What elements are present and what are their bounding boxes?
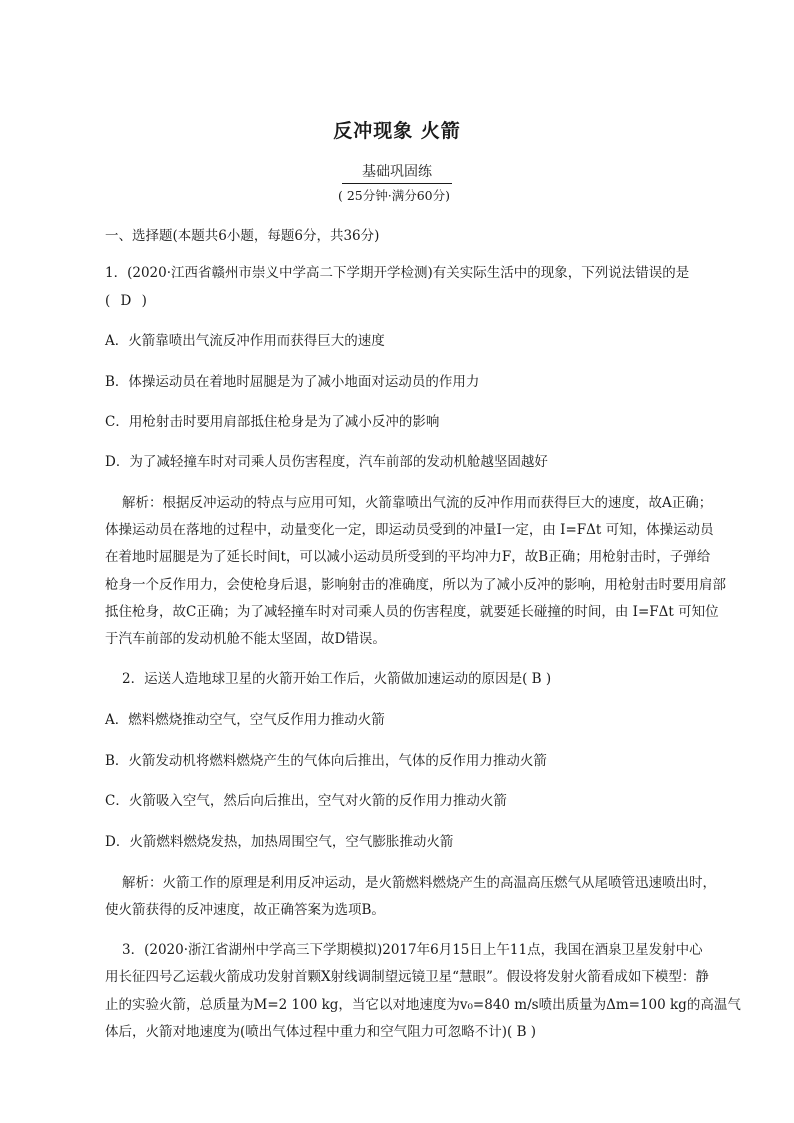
q1-option-a: A．火箭靠喷出气流反冲作用而获得巨大的速度 [105, 333, 385, 349]
q2-option-c: C．火箭吸入空气，然后向后推出，空气对火箭的反作用力推动火箭 [105, 793, 507, 809]
q3-stem-line4: 体后，火箭对地速度为(喷出气体过程中重力和空气阻力可忽略不计)( B ) [105, 1024, 537, 1040]
q2-stem: 2．运送人造地球卫星的火箭开始工作后，火箭做加速运动的原因是( B ) [122, 671, 552, 687]
q1-analysis-line5: 抵住枪身，故C正确；为了减轻撞车时对司乘人员的伤害程度，就要延长碰撞的时间，由 I=FΔt 可知位 [105, 604, 719, 620]
q1-analysis-line4: 枪身一个反作用力，会使枪身后退，影响射击的准确度，所以为了减小反冲的影响，用枪射击时要用肩部 [105, 577, 726, 593]
q2-option-a: A．燃料燃烧推动空气，空气反作用力推动火箭 [105, 712, 385, 728]
q3-stem-line2: 用长征四号乙运载火箭成功发射首颗X射线调制望远镜卫星“慧眼”。假设将发射火箭看成如下模型：静 [105, 969, 709, 985]
q1-option-b: B．体操运动员在着地时屈腿是为了减小地面对运动员的作用力 [105, 374, 480, 390]
q1-option-d: D．为了减轻撞车时对司乘人员伤害程度，汽车前部的发动机舱越坚固越好 [105, 454, 548, 470]
q1-analysis-line2: 体操运动员在落地的过程中，动量变化一定，即运动员受到的冲量I一定，由 I=FΔt 可知，体操运动员 [105, 522, 714, 538]
q1-analysis-line3: 在着地时屈腿是为了延长时间t，可以减小运动员所受到的平均冲力F，故B正确；用枪射击时，子弹给 [105, 549, 711, 565]
q1-option-c: C．用枪射击时要用肩部抵住枪身是为了减小反冲的影响 [105, 414, 440, 430]
q3-stem-line3: 止的实验火箭，总质量为M=2 100 kg，当它以对地速度为v₀=840 m/s喷出质量为Δm=100 kg的高温气 [105, 997, 741, 1013]
q3-stem-line1: 3．(2020·浙江省湖州中学高三下学期模拟)2017年6月15日上午11点，我国在酒泉卫星发射中心 [122, 942, 703, 958]
q2-option-b: B．火箭发动机将燃料燃烧产生的气体向后推出，气体的反作用力推动火箭 [105, 753, 547, 769]
page-title: 反冲现象 火箭 [333, 120, 461, 142]
q2-analysis-line1: 解析：火箭工作的原理是利用反冲运动，是火箭燃料燃烧产生的高温高压燃气从尾喷管迅速喷出时， [122, 875, 716, 891]
time-limit: ( 25分钟·满分60分) [337, 188, 450, 203]
section-heading: 一、选择题(本题共6小题，每题6分，共36分) [105, 228, 380, 244]
subtitle-block [337, 164, 452, 204]
q1-analysis-line6: 于汽车前部的发动机舱不能太坚固，故D错误。 [105, 631, 386, 647]
q2-option-d: D．火箭燃料燃烧发热，加热周围空气，空气膨胀推动火箭 [105, 834, 454, 850]
section-subtitle: 基础巩固练 [342, 164, 452, 184]
q1-stem-line1: 1．(2020·江西省赣州市崇义中学高二下学期开学检测)有关实际生活中的现象，下列说法错误的是 [105, 265, 690, 281]
q2-analysis-line2: 使火箭获得的反冲速度，故正确答案为选项B。 [105, 902, 385, 918]
q1-analysis-line1: 解析：根据反冲运动的特点与应用可知，火箭靠喷出气流的反冲作用而获得巨大的速度，故A正确； [122, 495, 713, 511]
q1-stem-line2: ( D ) [105, 293, 150, 309]
